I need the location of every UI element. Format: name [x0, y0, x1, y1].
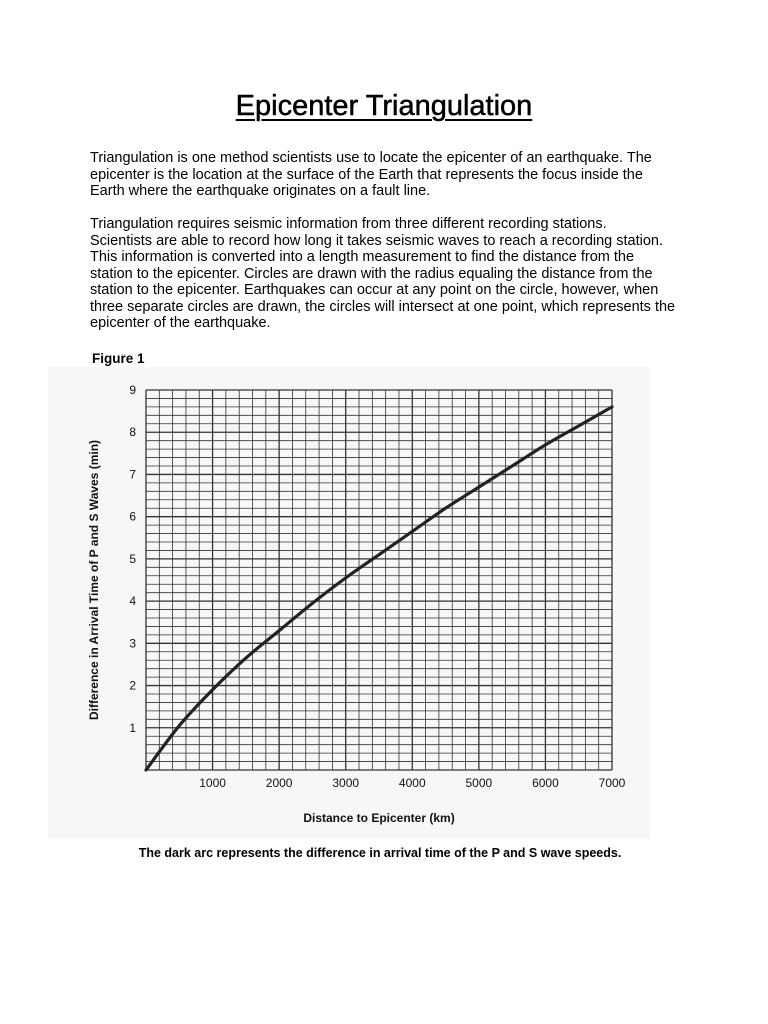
- x-axis-label: Distance to Epicenter (km): [303, 811, 455, 825]
- intro-paragraph: Triangulation is one method scientists use to locate the epicenter of an earthquake. The epicenter is the location at the surface of the Earth that represents the focus inside the Earth where the earthquake originates on a fault line.: [90, 150, 652, 199]
- figure-caption: The dark arc represents the difference in arrival time of the P and S wave speeds.: [138, 846, 622, 860]
- x-tick-label: 6000: [532, 776, 559, 790]
- y-tick-label: 6: [129, 509, 136, 524]
- y-tick-label: 4: [129, 594, 136, 609]
- x-tick-label: 5000: [465, 776, 493, 790]
- y-tick-label: 7: [129, 467, 136, 482]
- x-tick-label: 1000: [199, 776, 226, 790]
- x-tick-label: 7000: [598, 776, 626, 790]
- y-tick-label: 2: [129, 678, 136, 693]
- data-series-curve: [146, 407, 612, 770]
- method-paragraph: Triangulation requires seismic information from three different recording stations. Scientists are able to record how long it takes seismic waves to reach a recording station. This information is converted into a length measurement to find the distance from the station to the epicenter. Circles are drawn with the radius equaling the distance from the station to the epicenter. Earthquakes can occur at any point on the circle, however, when three separate circles are drawn, the circles will intersect at one point, which represents the epicenter of the earthquake.: [90, 216, 676, 331]
- x-tick-label: 2000: [265, 776, 293, 790]
- y-tick-label: 1: [129, 720, 136, 735]
- y-tick-label: 3: [129, 636, 136, 651]
- y-tick-label: 5: [129, 551, 136, 566]
- figure-label: Figure 1: [92, 351, 145, 366]
- y-tick-label: 8: [129, 425, 136, 440]
- x-tick-label: 3000: [332, 776, 360, 790]
- x-tick-label: 4000: [398, 776, 426, 790]
- y-axis-label: Difference in Arrival Time of P and S Waves (min): [87, 439, 101, 721]
- y-tick-label: 9: [129, 383, 136, 397]
- page-title: Epicenter Triangulation: [235, 90, 533, 122]
